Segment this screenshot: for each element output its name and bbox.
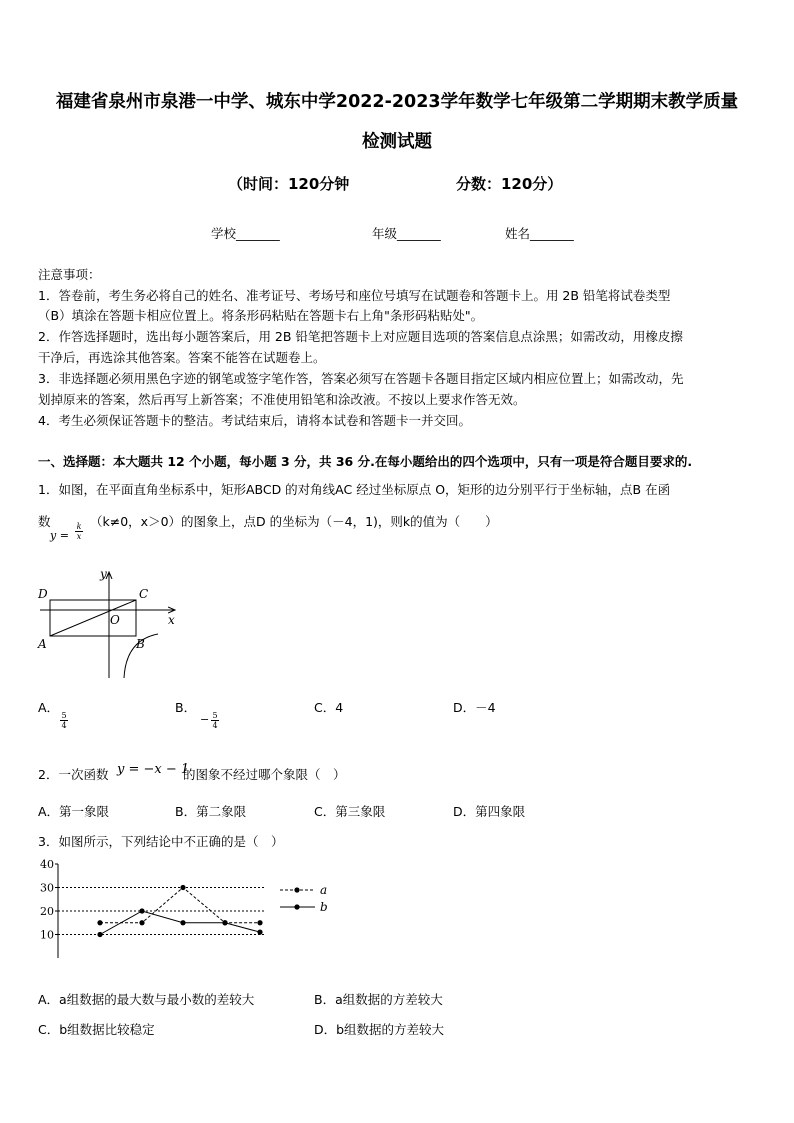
notice-line: 2．作答选择题时，选出每小题答案后，用 2B 铅笔把答题卡上对应题目选项的答案信息点涂黑；如需改动，用橡皮擦 <box>38 329 683 344</box>
q1-option-a-denominator: 4 <box>61 721 67 730</box>
score-label: 分数：120分） <box>456 175 563 193</box>
q1-option-a-numerator: 5 <box>61 711 67 720</box>
chart-tick-label: 40 <box>40 858 54 871</box>
q1-coordinate-figure <box>30 560 190 685</box>
series-a-point <box>257 920 262 925</box>
q1-option-a: A． <box>38 700 60 715</box>
q3-stem: 3．如图所示，下列结论中不正确的是（ ） <box>38 834 284 849</box>
chart-tick-label: 20 <box>40 905 54 918</box>
q3-option-a: A．a组数据的最大数与最小数的差较大 <box>38 992 255 1007</box>
notice-line: 1．答卷前，考生务必将自己的姓名、准考证号、考场号和座位号填写在试题卷和答题卡上。用 2B 铅笔将试卷类型 <box>38 288 671 303</box>
series-a-point <box>97 920 102 925</box>
q2-formula: y = −x − 1 <box>117 762 190 777</box>
notice-line: 4．考生必须保证答题卡的整洁。考试结束后，请将本试卷和答题卡一并交回。 <box>38 413 471 428</box>
q2-option-b: B．第二象限 <box>175 804 247 819</box>
q1-option-b: B． <box>175 700 197 715</box>
q1-formula-fraction <box>75 522 83 541</box>
series-a-line <box>100 888 260 923</box>
point-d-label: D <box>38 587 48 601</box>
q2-option-c: C．第三象限 <box>314 804 386 819</box>
q3-option-b: B．a组数据的方差较大 <box>314 992 443 1007</box>
q1-option-b-fraction <box>211 711 219 730</box>
series-b-point <box>180 920 185 925</box>
q2-option-a: A．第一象限 <box>38 804 110 819</box>
x-axis-label: x <box>168 613 175 627</box>
point-b-label: B <box>136 637 145 651</box>
diagonal-ac <box>50 600 136 636</box>
legend-b-marker <box>294 904 299 909</box>
legend-a-label: a <box>320 883 328 897</box>
q2-option-d: D．第四象限 <box>453 804 526 819</box>
series-a-point <box>180 885 185 890</box>
chart-tick-label: 30 <box>40 881 54 895</box>
series-b-point <box>139 908 144 913</box>
notice-line: 干净后，再选涂其他答案。答案不能答在试题卷上。 <box>38 350 326 365</box>
name-field: 姓名_______ <box>505 226 574 241</box>
point-a-label: A <box>38 637 47 651</box>
q1-formula-denominator: x <box>76 532 82 541</box>
q1-line2a: 数 <box>38 514 51 529</box>
q1-line2b: （k≠0，x＞0）的图象上，点D 的坐标为（－4，1)，则k的值为（ ） <box>90 514 498 529</box>
q1-option-a-fraction <box>60 711 68 730</box>
q3-line-chart <box>30 858 340 958</box>
notice-line: （B）填涂在答题卡相应位置上。将条形码粘贴在答题卡右上角"条形码粘贴处"。 <box>38 308 484 323</box>
q1-line1: 1．如图，在平面直角坐标系中，矩形ABCD 的对角线AC 经过坐标原点 O，矩形的边分别平行于坐标轴，点B 在函 <box>38 482 671 497</box>
q1-option-b-sign: − <box>200 713 210 726</box>
time-label: （时间：120分钟 <box>228 175 350 193</box>
point-c-label: C <box>139 587 149 601</box>
q1-formula-numerator: k <box>76 522 82 531</box>
origin-label: O <box>110 613 120 627</box>
chart-tick-label: 10 <box>40 928 54 942</box>
series-a-point <box>139 920 144 925</box>
notice-line: 划掉原来的答案，然后再写上新答案；不准使用铅笔和涂改液。不按以上要求作答无效。 <box>38 392 526 407</box>
q2-prefix: 2．一次函数 <box>38 767 109 782</box>
q3-option-c: C．b组数据比较稳定 <box>38 1022 155 1037</box>
q2-suffix: 的图象不经过哪个象限（ ） <box>183 767 346 782</box>
q1-option-b-numerator: 5 <box>212 711 218 720</box>
section1-heading: 一、选择题：本大题共 12 个小题，每小题 3 分，共 36 分.在每小题给出的四个选项中，只有一项是符合题目要求的. <box>38 454 693 469</box>
exam-title-line1: 福建省泉州市泉港一中学、城东中学2022-2023学年数学七年级第二学期期末教学质量 <box>55 92 739 112</box>
notice-heading: 注意事项： <box>38 267 101 282</box>
legend-a-marker <box>294 887 299 892</box>
grade-field: 年级_______ <box>372 226 441 241</box>
q1-formula-y: y = <box>50 529 69 542</box>
series-b-point <box>222 920 227 925</box>
y-axis-label: y <box>100 567 107 581</box>
legend-b-label: b <box>320 900 328 914</box>
exam-title-line2: 检测试题 <box>362 132 432 152</box>
q3-option-d: D．b组数据的方差较大 <box>314 1022 445 1037</box>
series-b-point <box>97 932 102 937</box>
q1-option-d: D．－4 <box>453 700 496 715</box>
notice-line: 3．非选择题必须用黑色字迹的钢笔或签字笔作答，答案必须写在答题卡各题目指定区域内相应位置上；如需改动，先 <box>38 371 684 386</box>
series-b-point <box>257 930 262 935</box>
school-field: 学校_______ <box>211 226 280 241</box>
q1-option-c: C．4 <box>314 700 344 715</box>
q1-option-b-denominator: 4 <box>212 721 218 730</box>
